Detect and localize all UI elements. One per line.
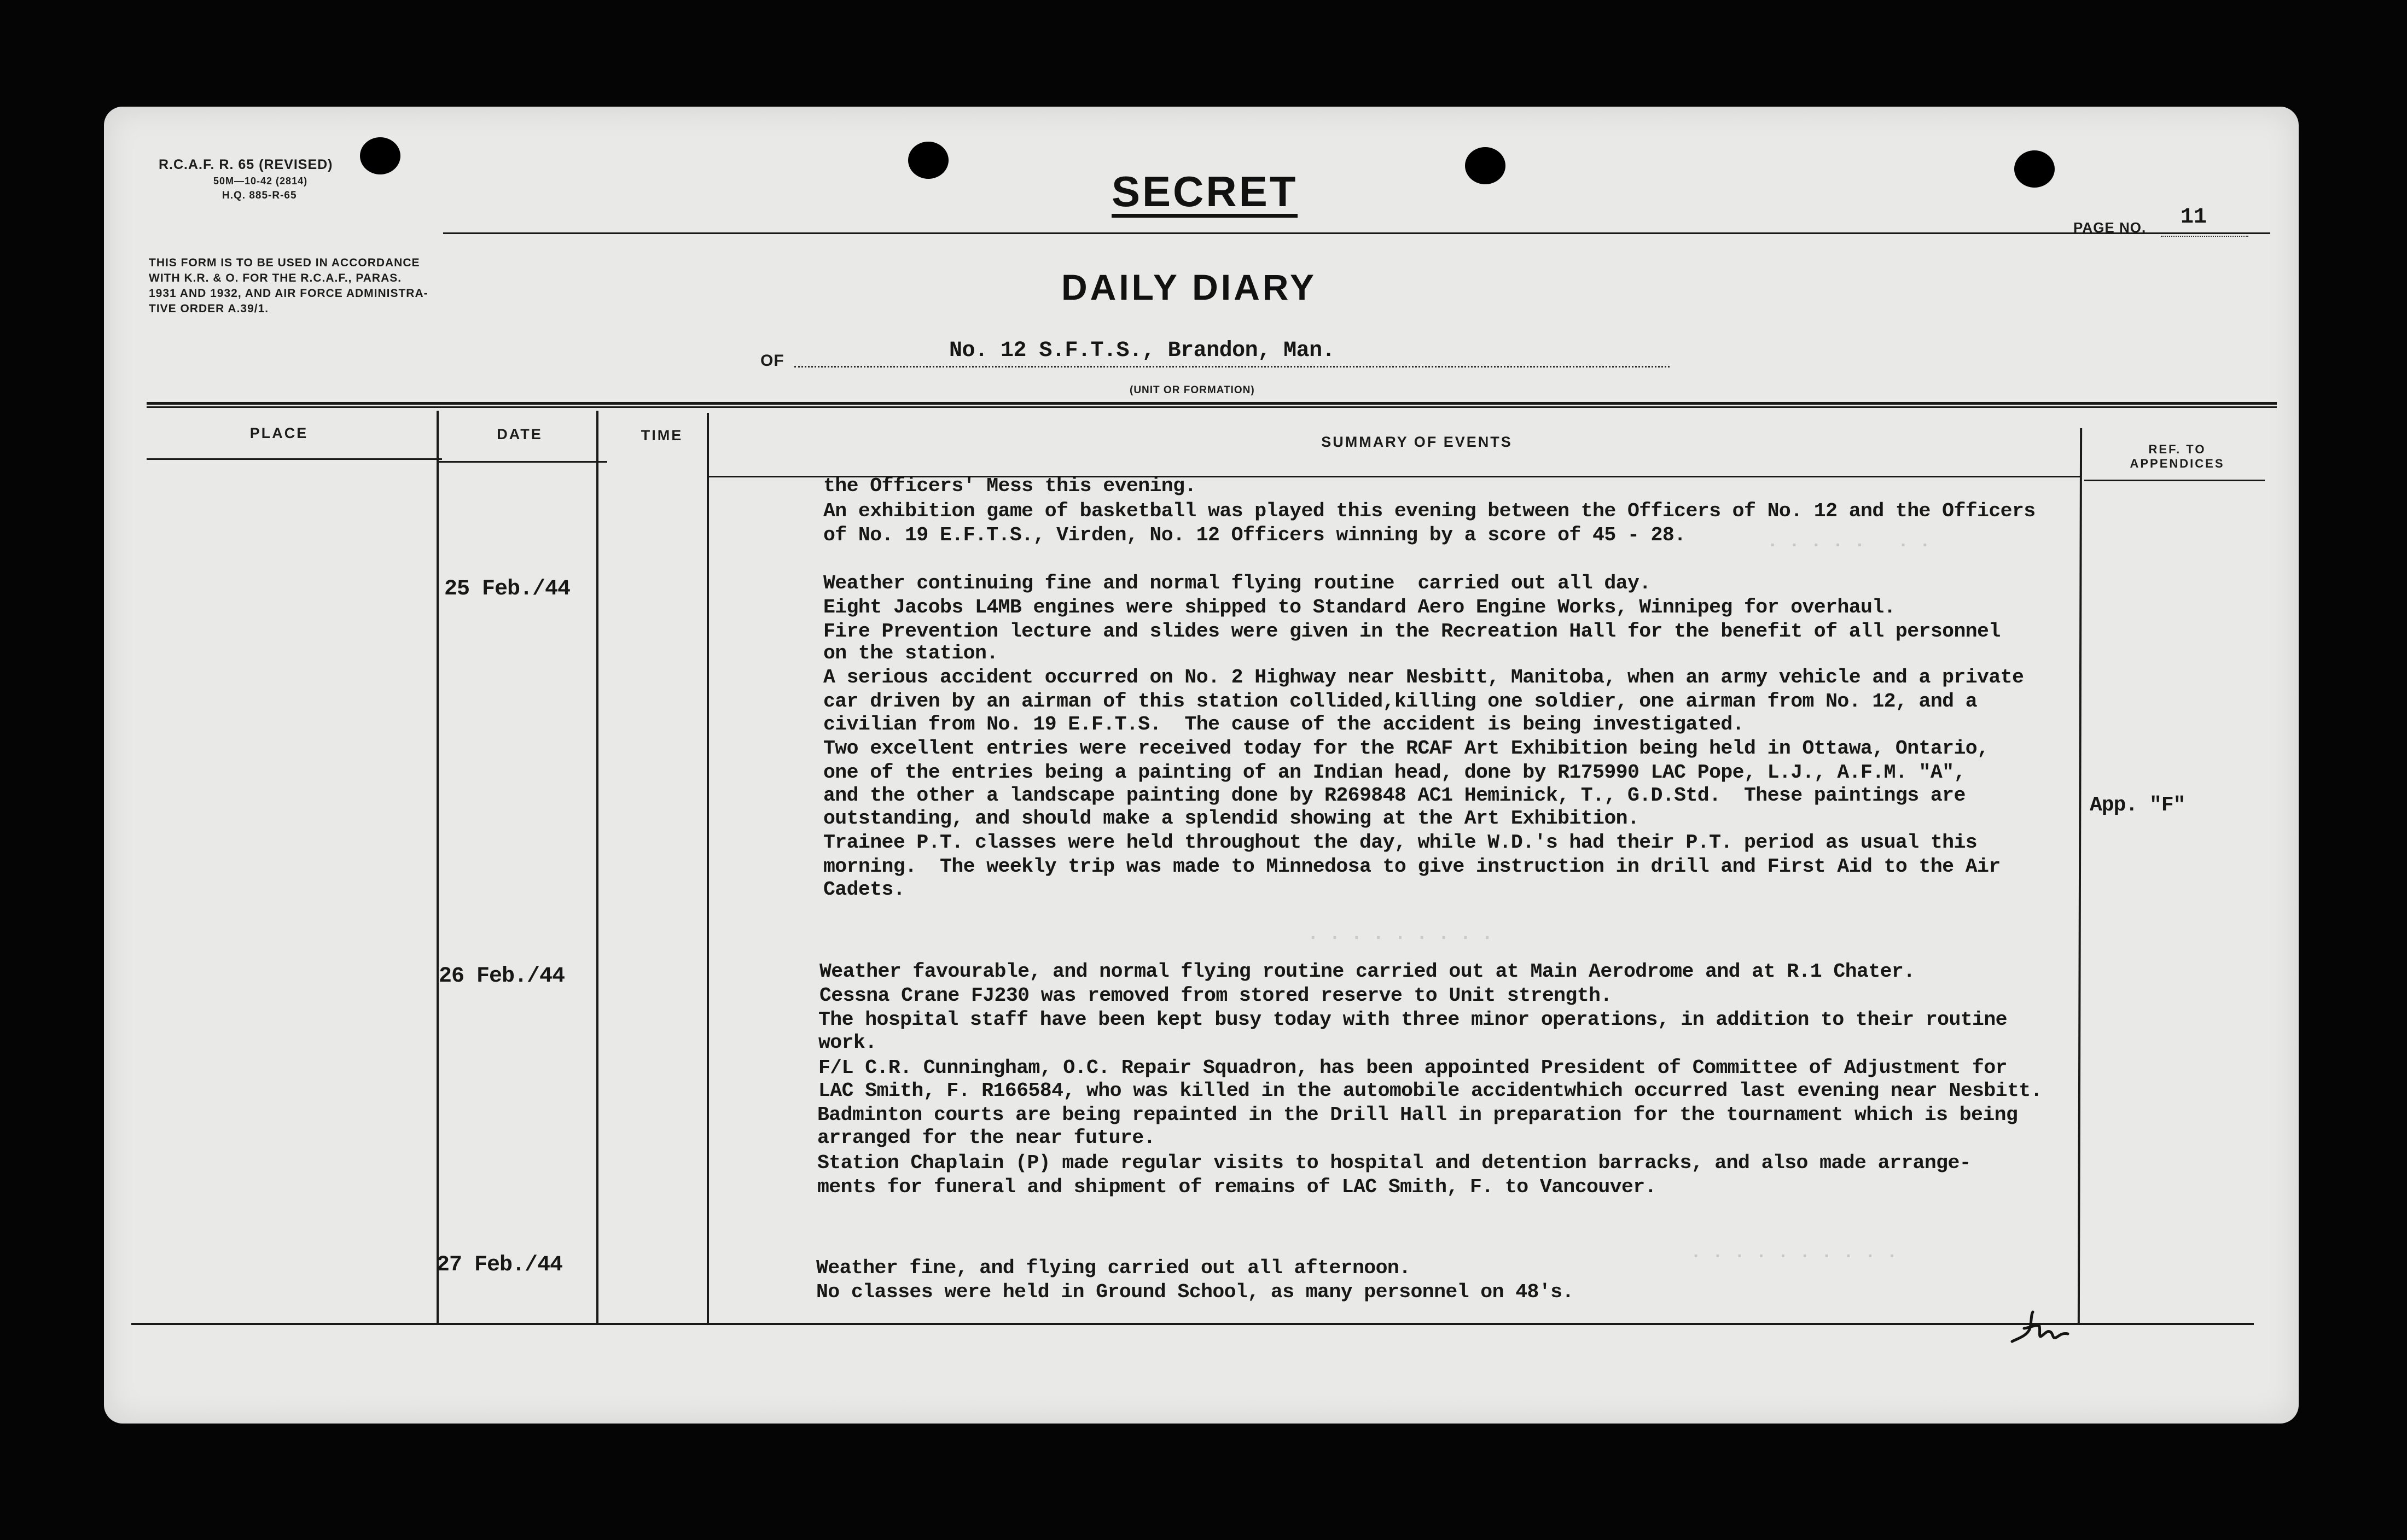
event-line: car driven by an airman of this station collided,killing one soldier, one airman from No. 12, and a xyxy=(823,690,1978,713)
col-header-ref-1: REF. TO xyxy=(2148,442,2206,456)
bleed-through-text: · · · · · · · · · xyxy=(1307,928,1493,949)
event-line: of No. 19 E.F.T.S., Virden, No. 12 Officers winning by a score of 45 - 28. xyxy=(823,524,1686,546)
unit-name: No. 12 S.F.T.S., Brandon, Man. xyxy=(949,339,1335,363)
event-line: Station Chaplain (P) made regular visits to hospital and detention barracks, and also made arrange- xyxy=(817,1152,1972,1174)
col-header-place: PLACE xyxy=(249,425,309,441)
entry-date: 26 Feb./44 xyxy=(439,964,565,989)
page-number-line xyxy=(2161,234,2248,237)
event-line: civilian from No. 19 E.F.T.S. The cause of the accident is being investigated. xyxy=(823,713,1744,736)
form-instructions xyxy=(149,255,428,317)
top-rule xyxy=(443,232,2270,234)
event-line: LAC Smith, F. R166584, who was killed in the automobile accidentwhich occurred last evening near Nesbitt. xyxy=(818,1080,2042,1102)
event-line: A serious accident occurred on No. 2 Highway near Nesbitt, Manitoba, when an army vehicle and a private xyxy=(823,666,2024,689)
punch-hole xyxy=(360,137,400,174)
event-line: the Officers' Mess this evening. xyxy=(823,475,1196,497)
unit-dotted-line xyxy=(794,366,1670,368)
event-line: morning. The weekly trip was made to Minnedosa to give instruction in drill and First Aid to the Air xyxy=(823,855,2001,878)
page-number: 11 xyxy=(2181,205,2207,230)
table-top-rule xyxy=(147,402,2277,405)
form-hq: H.Q. 885-R-65 xyxy=(222,190,297,201)
header-bottom-rule xyxy=(2084,480,2265,481)
event-line: and the other a landscape painting done by R269848 AC1 Heminick, T., G.D.Std. These paintings are xyxy=(823,784,1966,807)
col-divider-time xyxy=(707,413,709,1323)
event-line: Fire Prevention lecture and slides were given in the Recreation Hall for the benefit of all personnel xyxy=(823,620,2001,643)
table-top-rule-2 xyxy=(147,406,2277,408)
col-header-summary: SUMMARY OF EVENTS xyxy=(1321,434,1513,450)
event-line: Cessna Crane FJ230 was removed from stored reserve to Unit strength. xyxy=(819,984,1612,1007)
event-line: An exhibition game of basketball was played this evening between the Officers of No. 12 and the Officers xyxy=(823,500,2036,522)
punch-hole xyxy=(1465,147,1505,184)
col-header-ref-2: APPENDICES xyxy=(2130,457,2225,470)
event-line: The hospital staff have been kept busy today with three minor operations, in addition to their routine xyxy=(818,1008,2007,1031)
unit-caption: (UNIT OR FORMATION) xyxy=(1130,384,1255,396)
appendix-reference: App. "F" xyxy=(2090,794,2185,817)
instruction-line: WITH K.R. & O. FOR THE R.C.A.F., PARAS. xyxy=(149,272,402,284)
entry-date: 27 Feb./44 xyxy=(437,1253,563,1278)
event-line: F/L C.R. Cunningham, O.C. Repair Squadron, has been appointed President of Committee of Adjustment for xyxy=(818,1057,2007,1079)
col-divider-date xyxy=(596,411,598,1323)
event-line: ments for funeral and shipment of remains of LAC Smith, F. to Vancouver. xyxy=(817,1176,1656,1198)
col-header-time: TIME xyxy=(641,427,683,444)
col-divider-place xyxy=(437,411,439,1324)
event-line: work. xyxy=(818,1031,877,1054)
classification-stamp: SECRET xyxy=(1112,170,1298,218)
event-line: one of the entries being a painting of an Indian head, done by R175990 LAC Pope, L.J., A.F.M. "A", xyxy=(823,761,1966,784)
punch-hole xyxy=(908,142,949,179)
diary-page xyxy=(104,107,2299,1424)
handwritten-initials xyxy=(2008,1308,2073,1351)
event-line: Two excellent entries were received today for the RCAF Art Exhibition being held in Ottawa, Ontario, xyxy=(823,737,1989,760)
form-print: 50M—10-42 (2814) xyxy=(213,176,308,186)
event-line: Weather fine, and flying carried out all afternoon. xyxy=(816,1257,1411,1279)
event-line: Weather favourable, and normal flying routine carried out at Main Aerodrome and at R.1 Chater. xyxy=(819,960,1915,983)
event-line: Badminton courts are being repainted in the Drill Hall in preparation for the tournament which is being xyxy=(817,1104,2018,1126)
punch-hole xyxy=(2014,150,2055,188)
page-title: DAILY DIARY xyxy=(1061,267,1317,307)
instruction-line: 1931 AND 1932, AND AIR FORCE ADMINISTRA- xyxy=(149,287,428,300)
event-line: outstanding, and should make a splendid showing at the Art Exhibition. xyxy=(823,807,1639,830)
event-line: Trainee P.T. classes were held throughout the day, while W.D.'s had their P.T. period as usual this xyxy=(823,831,1978,854)
page-label: PAGE NO. xyxy=(2073,219,2147,236)
header-bottom-rule xyxy=(147,458,442,460)
event-line: arranged for the near future. xyxy=(817,1127,1155,1149)
table-bottom-rule xyxy=(131,1323,2254,1325)
entry-date: 25 Feb./44 xyxy=(444,577,571,602)
header-bottom-rule xyxy=(438,461,607,463)
of-label: OF xyxy=(760,352,784,370)
instruction-line: TIVE ORDER A.39/1. xyxy=(149,302,269,315)
event-line: Weather continuing fine and normal flying routine carried out all day. xyxy=(823,572,1651,594)
instruction-line: THIS FORM IS TO BE USED IN ACCORDANCE xyxy=(149,256,420,269)
bleed-through-text: · · · · · · · xyxy=(1767,535,1931,556)
col-divider-summary xyxy=(2078,428,2082,1325)
event-line: Cadets. xyxy=(823,878,905,901)
event-line: on the station. xyxy=(823,642,998,664)
form-id: R.C.A.F. R. 65 (REVISED) xyxy=(159,157,333,172)
bleed-through-text: · · · · · · · · · · xyxy=(1690,1246,1898,1267)
event-line: No classes were held in Ground School, as many personnel on 48's. xyxy=(816,1281,1574,1303)
col-header-date: DATE xyxy=(497,426,543,442)
event-line: Eight Jacobs L4MB engines were shipped to Standard Aero Engine Works, Winnipeg for overhaul. xyxy=(823,596,1896,619)
